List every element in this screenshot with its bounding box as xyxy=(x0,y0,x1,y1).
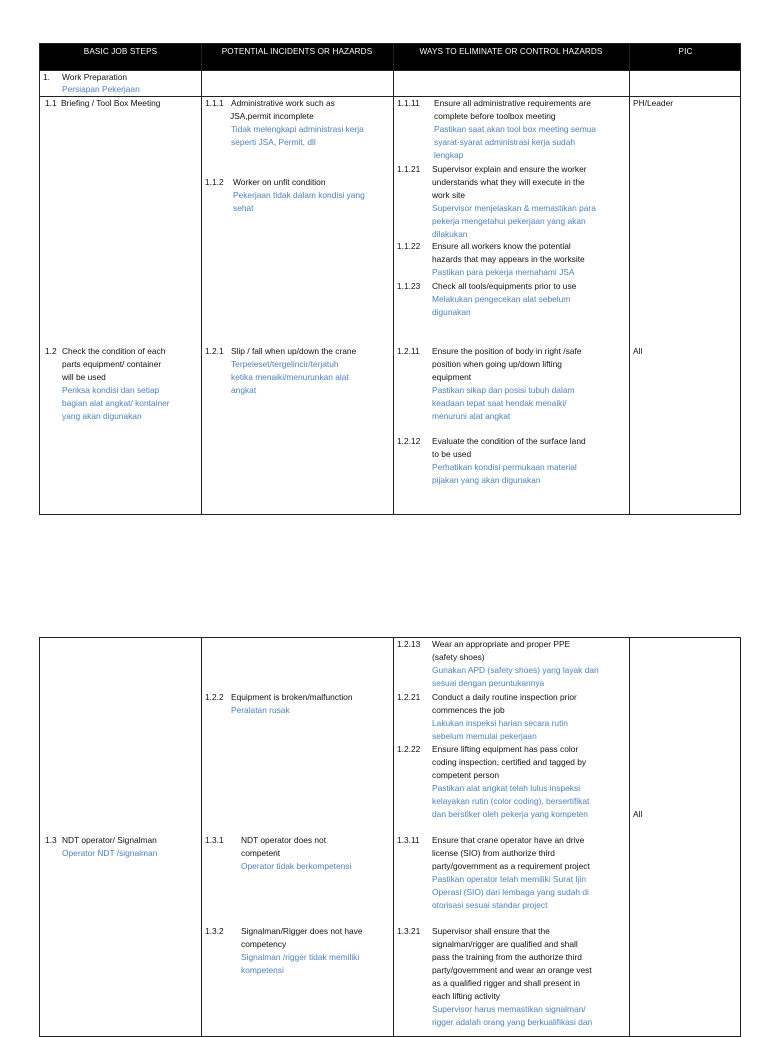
control-translation: Operasi (SIO) dari lembaga yang sudah di xyxy=(432,887,589,897)
control-text: Ensure all workers know the potential xyxy=(432,241,571,251)
hazard-text: Equipment is broken/malfunction xyxy=(231,692,353,702)
control-item xyxy=(432,435,628,487)
control-translation: keadaan tepat saat hendak menaiki/ xyxy=(432,398,567,408)
control-item xyxy=(432,345,628,423)
control-text: party/government and wear an orange vest xyxy=(432,965,592,975)
hazard-text: Worker on unfit condition xyxy=(233,177,326,187)
header-potential-hazards: POTENTIAL INCIDENTS OR HAZARDS xyxy=(221,47,373,56)
jsa-table-1 xyxy=(39,43,741,515)
column-divider xyxy=(393,44,394,514)
header-control-hazards: WAYS TO ELIMINATE OR CONTROL HAZARDS xyxy=(419,47,603,56)
control-number: 1.1.21 xyxy=(397,164,421,174)
hazard-translation-text: kompetensi xyxy=(241,965,284,975)
step-item xyxy=(62,345,200,423)
control-number: 1.1.11 xyxy=(397,98,420,108)
control-text: understands what they will execute in the xyxy=(432,177,585,187)
hazard-number: 1.1.2 xyxy=(205,177,224,187)
control-item xyxy=(432,638,628,690)
hazard-number: 1.3.1 xyxy=(205,835,224,845)
pic-value: PH/Leader xyxy=(633,98,674,108)
header-basic-job-steps: BASIC JOB STEPS xyxy=(83,47,158,56)
control-text: Ensure all administrative requirements are xyxy=(434,98,591,108)
hazard-item xyxy=(231,691,392,717)
control-text: license (SIO) from authorize third xyxy=(432,848,555,858)
control-text: as a qualified rigger and shall present in xyxy=(432,978,581,988)
hazard-text: Slip / fall when up/down the crane xyxy=(231,346,357,356)
control-text: Supervisor explain and ensure the worker xyxy=(432,164,587,174)
control-translation: dilakukan xyxy=(432,229,468,239)
control-number: 1.1.23 xyxy=(397,281,421,291)
control-text: Evaluate the condition of the surface land xyxy=(432,436,586,446)
pic-value: All xyxy=(633,346,643,356)
hazard-number: 1.1.1 xyxy=(205,98,224,108)
control-text: Supervisor shall ensure that the xyxy=(432,926,550,936)
control-text: complete before toolbox meeting xyxy=(434,111,556,121)
control-translation: menuruni alat angkat xyxy=(432,411,511,421)
control-translation: Pastikan alat angkat telah lulus inspeksi xyxy=(432,783,581,793)
control-translation: otorisasi sesuai standar project xyxy=(432,900,548,910)
control-text: to be used xyxy=(432,449,472,459)
control-number: 1.3.21 xyxy=(397,926,421,936)
control-number: 1.2.21 xyxy=(397,692,421,702)
control-translation: digunakan xyxy=(432,307,471,317)
control-text: pass the training from the authorize third xyxy=(432,952,582,962)
control-text: equipment xyxy=(432,372,472,382)
control-text: competent person xyxy=(432,770,500,780)
step-translation: bagian alat angkat/ kontainer xyxy=(62,398,170,408)
hazard-translation-text: sehat xyxy=(233,203,254,213)
step-number: 1.1 xyxy=(45,98,57,108)
step-text: Check the condition of each xyxy=(62,346,166,356)
control-translation: rigger adalah orang yang berkualifikasi dan xyxy=(432,1017,593,1027)
header-pic: PIC xyxy=(678,47,693,56)
control-translation: kelayakan rutin (color coding), bersertifikat xyxy=(432,796,590,806)
control-number: 1.3.11 xyxy=(397,835,420,845)
control-text: Ensure that crane operator have an drive xyxy=(432,835,585,845)
control-translation: Pastikan operator telah memiliki Surat Ijin xyxy=(432,874,587,884)
column-divider xyxy=(629,44,630,514)
pic-value: All xyxy=(633,809,643,819)
control-translation: Pastikan para pekerja memahami JSA xyxy=(432,267,575,277)
control-text: each lifting activity xyxy=(432,991,500,1001)
control-translation: Gunakan APD (safety shoes) yang layak dan xyxy=(432,665,599,675)
control-translation: lengkap xyxy=(434,150,464,160)
hazard-item xyxy=(241,834,391,873)
hazard-number: 1.2.2 xyxy=(205,692,224,702)
table-header xyxy=(40,44,740,70)
control-item xyxy=(432,743,628,821)
hazard-text: NDT operator does not xyxy=(241,835,327,845)
control-number: 1.1.22 xyxy=(397,241,421,251)
hazard-text: JSA,permit incomplete xyxy=(230,111,314,121)
step-title-translation: Persiapan Pekerjaan xyxy=(62,84,140,94)
step-translation: yang akan digunakan xyxy=(62,411,142,421)
control-translation: Supervisor menjelaskan & memastikan para xyxy=(432,203,596,213)
step-translation: Periksa kondisi dan setiap xyxy=(62,385,160,395)
row-divider xyxy=(40,70,740,71)
hazard-text: competency xyxy=(241,939,287,949)
hazard-translation-text: Signalman /rigger tidak memiliki xyxy=(241,952,360,962)
control-item xyxy=(432,163,628,241)
hazard-translation xyxy=(231,123,391,149)
column-divider xyxy=(629,638,630,1036)
hazard-translation-text: seperti JSA, Permit, dll xyxy=(231,137,316,147)
step-title: Briefing / Tool Box Meeting xyxy=(61,98,161,108)
control-text: work site xyxy=(432,190,466,200)
control-item xyxy=(434,97,628,162)
step-number: 1. xyxy=(43,72,50,82)
control-translation: dan berstiker oleh pekerja yang kompeten xyxy=(432,809,588,819)
hazard-translation-text: angkat xyxy=(231,385,257,395)
column-divider xyxy=(201,638,202,1036)
control-text: party/government as a requirement project xyxy=(432,861,590,871)
hazard-item xyxy=(231,97,391,123)
control-number: 1.2.12 xyxy=(397,436,421,446)
hazard-translation-text: ketika menaiki/menurunkan alat xyxy=(231,372,349,382)
control-text: coding inspection, certified and tagged by xyxy=(432,757,587,767)
step-translation: Operator NDT /signalman xyxy=(62,848,158,858)
control-translation: Pastikan sikap dan posisi tubuh dalam xyxy=(432,385,575,395)
hazard-item xyxy=(231,345,392,397)
control-translation: Melakukan pengecekan alat sebelum xyxy=(432,294,571,304)
control-text: Wear an appropriate and proper PPE xyxy=(432,639,571,649)
control-translation: pekerja mengetahui pekerjaan yang akan xyxy=(432,216,586,226)
hazard-text: competent xyxy=(241,848,281,858)
column-divider xyxy=(201,44,202,514)
control-item xyxy=(432,240,628,279)
hazard-number: 1.2.1 xyxy=(205,346,224,356)
control-item xyxy=(432,834,628,912)
control-item xyxy=(432,925,628,1029)
hazard-translation-text: Tidak melengkapi administrasi kerja xyxy=(231,124,364,134)
hazard-item xyxy=(241,925,391,977)
control-translation: Pastikan saat akan tool box meeting semua xyxy=(434,124,597,134)
control-number: 1.2.13 xyxy=(397,639,421,649)
control-text: Conduct a daily routine inspection prior xyxy=(432,692,577,702)
hazard-translation-text: Operator tidak berkompetensi xyxy=(241,861,352,871)
hazard-text: Signalman/Rigger does not have xyxy=(241,926,363,936)
step-text: parts equipment/ container xyxy=(62,359,162,369)
control-translation: Perhatikan kondisi permukaan material xyxy=(432,462,577,472)
control-translation: sebelum memulai pekerjaan xyxy=(432,731,537,741)
column-divider xyxy=(393,638,394,1036)
control-text: position when going up/down lifting xyxy=(432,359,562,369)
control-text: Check all tools/equipments prior to use xyxy=(432,281,577,291)
control-item xyxy=(432,280,628,319)
hazard-text: Administrative work such as xyxy=(231,98,335,108)
hazard-translation xyxy=(233,189,391,215)
control-translation: sesuai dengan peruntukannya xyxy=(432,678,545,688)
control-text: hazards that may appears in the worksite xyxy=(432,254,585,264)
hazard-translation-text: Pekerjaan tidak dalam kondisi yang xyxy=(233,190,365,200)
control-number: 1.2.22 xyxy=(397,744,421,754)
jsa-table-2 xyxy=(39,637,741,1037)
control-translation: Supervisor harus memastikan signalman/ xyxy=(432,1004,586,1014)
hazard-number: 1.3.2 xyxy=(205,926,224,936)
step-title: Work Preparation xyxy=(62,72,128,82)
control-text: Ensure the position of body in right /safe xyxy=(432,346,582,356)
step-text: will be used xyxy=(62,372,106,382)
control-text: Ensure lifting equipment has pass color xyxy=(432,744,579,754)
control-text: commences the job xyxy=(432,705,505,715)
step-number: 1.2 xyxy=(45,346,57,356)
control-text: signalman/rigger are qualified and shall xyxy=(432,939,578,949)
hazard-translation-text: Peralatan rusak xyxy=(231,705,290,715)
step-text: NDT operator/ Signalman xyxy=(62,835,157,845)
hazard-translation-text: Terpeleset/tergelincir/terjatuh xyxy=(231,359,339,369)
control-translation: pijakan yang akan digunakan xyxy=(432,475,541,485)
control-text: (safety shoes) xyxy=(432,652,485,662)
control-item xyxy=(432,691,628,743)
control-translation: syarat-syarat administrasi kerja sudah xyxy=(434,137,576,147)
control-number: 1.2.11 xyxy=(397,346,420,356)
step-item xyxy=(62,834,200,860)
step-number: 1.3 xyxy=(45,835,57,845)
control-translation: Lakukan inspeksi harian secara rutin xyxy=(432,718,568,728)
